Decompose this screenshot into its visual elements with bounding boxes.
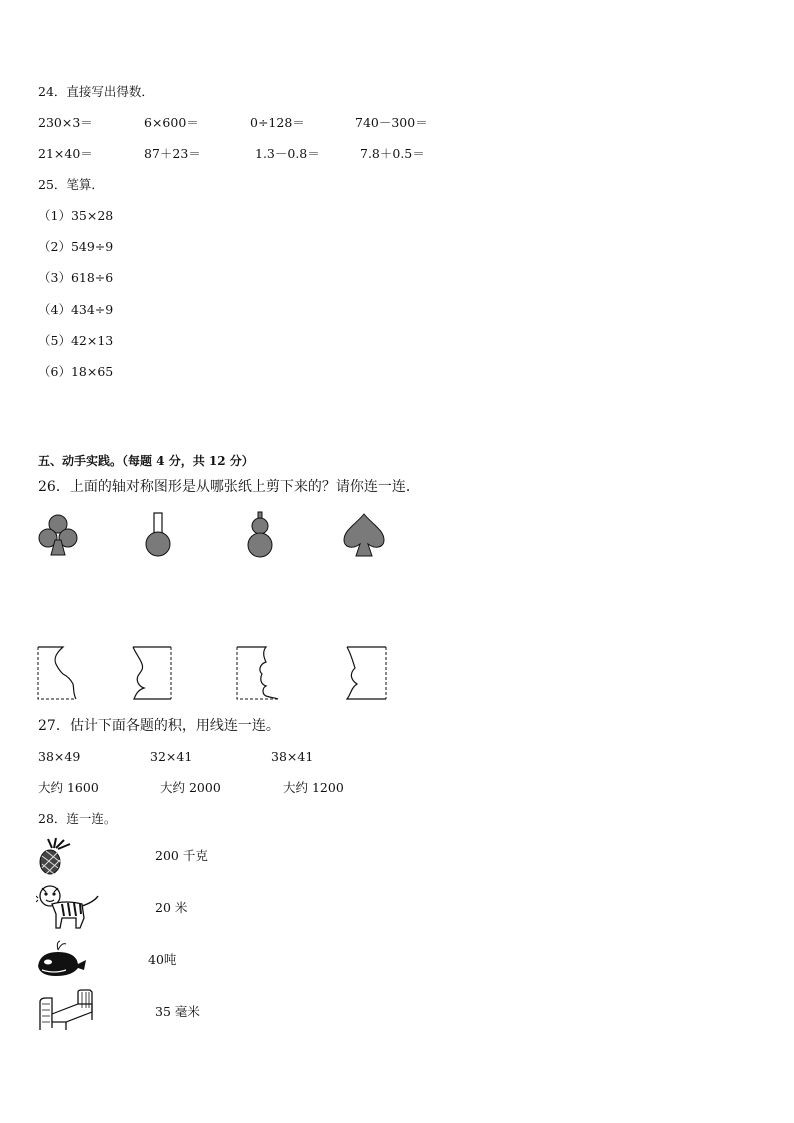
q28-value: 200 千克 bbox=[155, 848, 208, 863]
q28-value: 35 毫米 bbox=[155, 1004, 200, 1019]
q25-item: （6）18×65 bbox=[38, 364, 114, 379]
q25-item: （5）42×13 bbox=[38, 333, 114, 348]
q25-title: 25．笔算． bbox=[38, 177, 104, 192]
q24-expr: 230×3＝ bbox=[38, 115, 93, 130]
folded-paper-c bbox=[236, 646, 280, 700]
q25-item: （3）618÷6 bbox=[38, 270, 114, 285]
q26-title: 26．上面的轴对称图形是从哪张纸上剪下来的？请你连一连． bbox=[38, 479, 420, 495]
spade-icon bbox=[342, 512, 386, 558]
q27-estimate: 大约 2000 bbox=[160, 780, 221, 795]
q27-estimate: 大约 1600 bbox=[38, 780, 99, 795]
q24-expr: 87＋23＝ bbox=[144, 146, 201, 161]
folded-paper-a bbox=[37, 646, 79, 700]
q24-title: 24．直接写出得数． bbox=[38, 84, 154, 99]
pineapple-icon bbox=[38, 838, 74, 876]
q24-expr: 0÷128＝ bbox=[250, 115, 305, 130]
q27-estimate: 大约 1200 bbox=[283, 780, 344, 795]
q25-item: （1）35×28 bbox=[38, 208, 114, 223]
q24-expr: 1.3－0.8＝ bbox=[255, 146, 320, 161]
q25-item: （4）434÷9 bbox=[38, 302, 114, 317]
q24-expr: 6×600＝ bbox=[144, 115, 199, 130]
q27-expr: 32×41 bbox=[150, 749, 193, 764]
q24-expr: 21×40＝ bbox=[38, 146, 93, 161]
q28-value: 20 米 bbox=[155, 900, 188, 915]
folded-paper-b bbox=[132, 646, 174, 700]
q27-expr: 38×41 bbox=[271, 749, 314, 764]
bottle-icon bbox=[141, 512, 175, 558]
q27-title: 27．估计下面各题的积，用线连一连。 bbox=[38, 718, 280, 734]
gourd-icon bbox=[244, 511, 276, 559]
q28-title: 28．连一连。 bbox=[38, 811, 117, 826]
bed-icon bbox=[38, 988, 94, 1032]
tiger-icon bbox=[36, 884, 102, 930]
folded-paper-d bbox=[345, 646, 389, 700]
q28-value: 40吨 bbox=[148, 952, 177, 967]
q27-expr: 38×49 bbox=[38, 749, 81, 764]
q25-item: （2）549÷9 bbox=[38, 239, 114, 254]
q24-expr: 740－300＝ bbox=[355, 115, 428, 130]
q24-expr: 7.8＋0.5＝ bbox=[360, 146, 425, 161]
whale-icon bbox=[36, 940, 88, 978]
section-title: 五、动手实践。（每题 4 分，共 12 分） bbox=[38, 454, 254, 468]
club-icon bbox=[36, 512, 80, 558]
